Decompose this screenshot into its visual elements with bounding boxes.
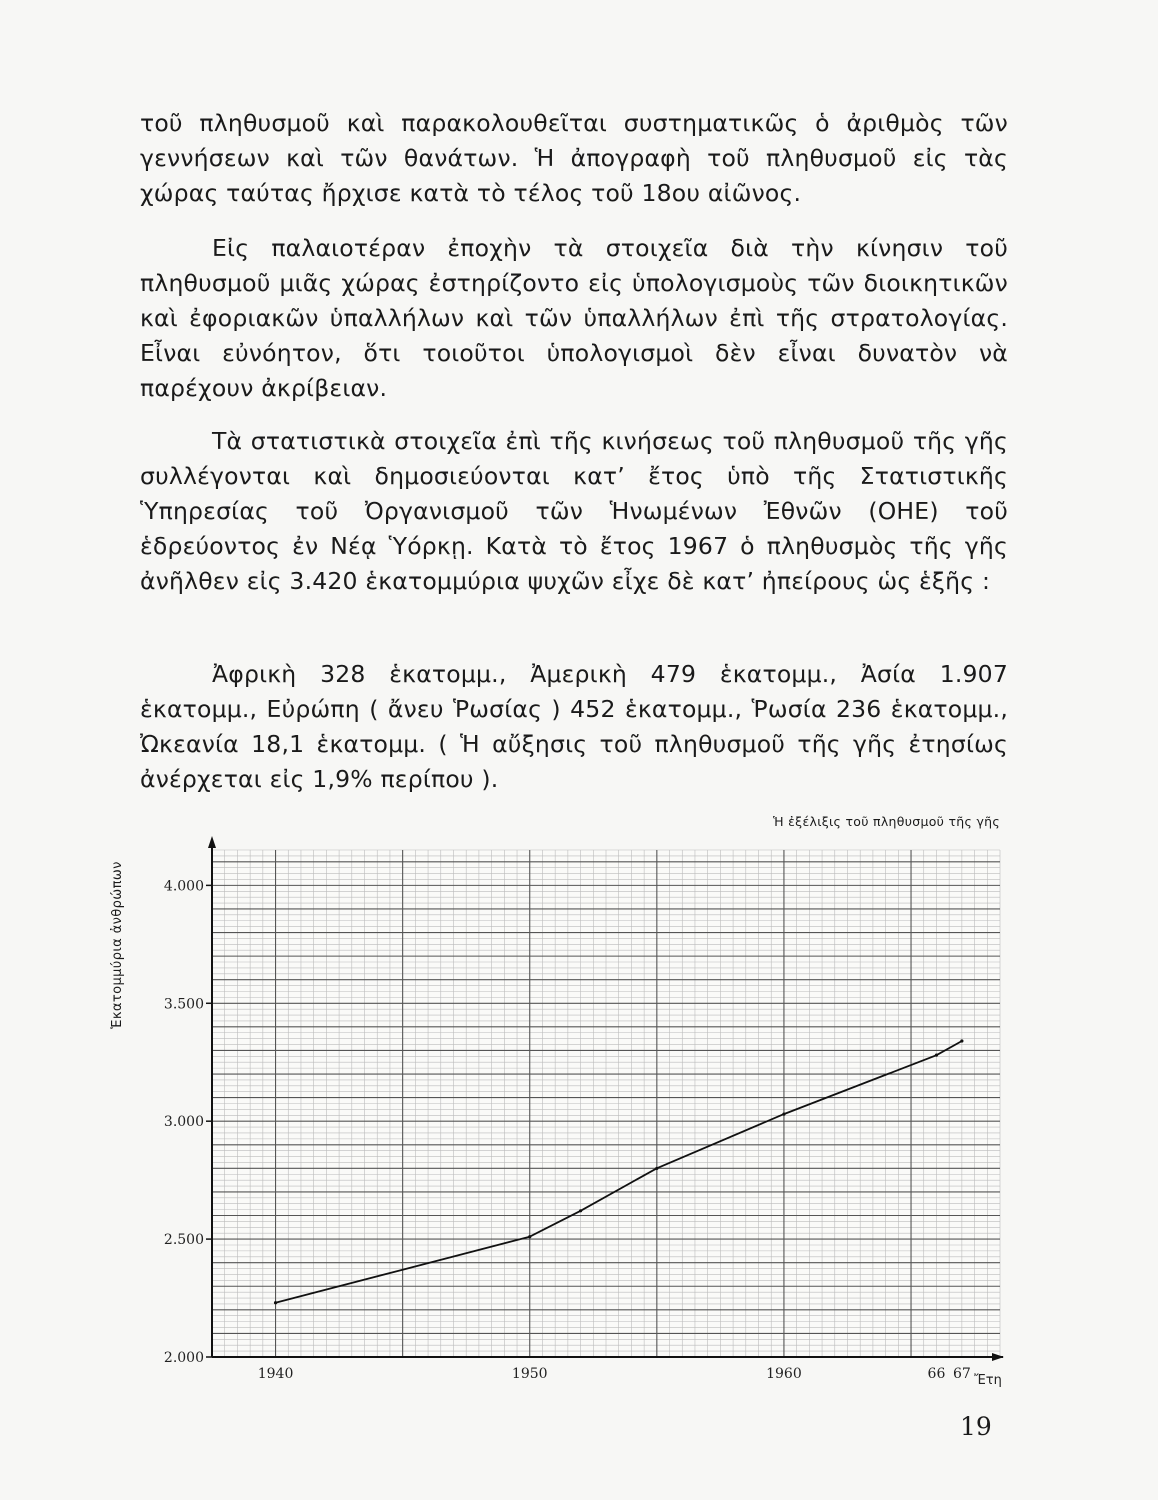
page-number: 19	[960, 1412, 992, 1441]
x-tick-label: 1960	[766, 1366, 802, 1382]
population-point	[935, 1054, 938, 1057]
x-tick-label: 66	[927, 1366, 946, 1382]
population-point	[579, 1209, 582, 1212]
paragraph-3: Τὰ στατιστικὰ στοιχεῖα ἐπὶ τῆς κινήσεως τοῦ πληθυσμοῦ τῆς γῆς συλλέγονται καὶ δημοσιεύονται κατ’ ἔτος ὑπὸ τῆς Στατιστικῆς Ὑπηρεσίας τοῦ Ὀργανισμοῦ τῶν Ἡνωμένων Ἐθνῶν (ΟΗΕ) τοῦ ἑδρεύοντος ἐν Νέᾳ Ὑόρκῃ. Κατὰ τὸ ἔτος 1967 ὁ πληθυσμὸς τῆς γῆς ἀνῆλθεν εἰς 3.420 ἑκατομμύρια ψυχῶν εἶχε δὲ κατ’ ἠπείρους ὡς ἑξῆς :	[140, 427, 1008, 595]
y-tick-label: 2.000	[163, 1350, 204, 1366]
x-tick-label: 67	[952, 1366, 971, 1382]
chart-title: Ἡ ἐξέλιξις τοῦ πληθυσμοῦ τῆς γῆς	[773, 814, 1000, 829]
population-point	[274, 1301, 277, 1304]
paragraph-4: Ἀφρικὴ 328 ἑκατομμ., Ἀμερικὴ 479 ἑκατομμ., Ἀσία 1.907 ἑκατομμ., Εὐρώπη ( ἄνευ Ῥωσίας ) 452 ἑκατομμ., Ῥωσία 236 ἑκατομμ., Ὠκεανία 18,1 ἑκατομμ. ( Ἡ αὔξησις τοῦ πληθυσμοῦ τῆς γῆς ἐτησίως ἀνέρχεται εἰς 1,9% περίπου ).	[140, 660, 1008, 793]
y-tick-label: 3.000	[163, 1114, 204, 1131]
x-tick-label: 1940	[257, 1366, 294, 1382]
y-axis-title: Ἑκατομμύρια ἀνθρώπων	[110, 861, 125, 1029]
population-point	[782, 1113, 785, 1116]
population-point	[655, 1167, 658, 1170]
x-tick-label: 1950	[511, 1366, 548, 1382]
population-point	[528, 1235, 531, 1238]
y-tick-label: 2.500	[163, 1232, 204, 1249]
x-axis-title: Ἔτη	[974, 1373, 1002, 1388]
y-axis-arrow	[208, 836, 216, 848]
paragraph-2: Εἰς παλαιοτέραν ἐποχὴν τὰ στοιχεῖα διὰ τὴν κίνησιν τοῦ πληθυσμοῦ μιᾶς χώρας ἐστηρίζοντο εἰς ὑπολογισμοὺς τῶν διοικητικῶν καὶ ἐφοριακῶν ὑπαλλήλων καὶ τῶν ὑπαλλήλων ἐπὶ τῆς στρατολογίας. Εἶναι εὐνόητον, ὅτι τοιοῦτοι ὑπολογισμοὶ δὲν εἶναι δυνατὸν νὰ παρέχουν ἀκρίβειαν.	[140, 234, 1008, 402]
population-point	[960, 1039, 963, 1042]
paragraph-1: τοῦ πληθυσμοῦ καὶ παρακολουθεῖται συστηματικῶς ὁ ἀριθμὸς τῶν γεννήσεων καὶ τῶν θανάτων. Ἡ ἀπογραφὴ τοῦ πληθυσμοῦ εἰς τὰς χώρας ταύτας ἤρχισε κατὰ τὸ τέλος τοῦ 18ου αἰῶνος.	[140, 109, 1008, 207]
chart-grid-minor	[212, 850, 1000, 1357]
y-tick-label: 3.500	[163, 996, 204, 1013]
y-tick-label: 4.000	[163, 878, 204, 895]
